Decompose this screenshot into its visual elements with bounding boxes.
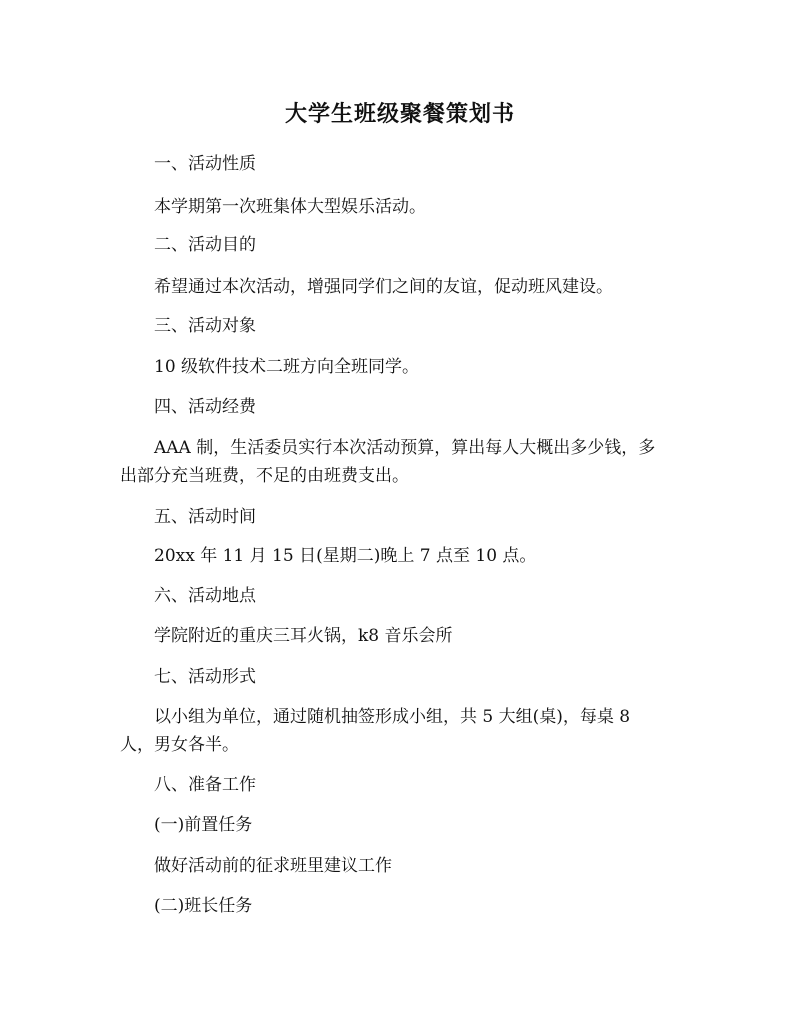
paragraph-time: 20xx 年 11 月 15 日(星期二)晚上 7 点至 10 点。 [154,546,537,566]
paragraph-format-line-2: 人，男女各半。 [120,735,239,755]
paragraph-purpose: 希望通过本次活动，增强同学们之间的友谊，促动班风建设。 [154,277,613,297]
section-heading-budget: 四、活动经费 [154,397,256,417]
section-heading-time: 五、活动时间 [154,507,256,527]
section-heading-purpose: 二、活动目的 [154,235,256,255]
section-heading-audience: 三、活动对象 [154,316,256,336]
document-title: 大学生班级聚餐策划书 [284,102,515,127]
section-heading-location: 六、活动地点 [154,586,256,606]
paragraph-budget-line-2: 出部分充当班费，不足的由班费支出。 [120,466,409,486]
section-heading-preparation: 八、准备工作 [154,775,256,795]
paragraph-audience: 10 级软件技术二班方向全班同学。 [154,357,420,377]
paragraph-format-line-1: 以小组为单位，通过随机抽签形成小组，共 5 大组(桌)，每桌 8 [154,707,631,727]
paragraph-location: 学院附近的重庆三耳火锅，k8 音乐会所 [154,626,453,646]
section-heading-nature: 一、活动性质 [154,154,256,174]
section-heading-format: 七、活动形式 [154,667,256,687]
paragraph-nature: 本学期第一次班集体大型娱乐活动。 [154,197,426,217]
subsection-heading-monitor-task: (二)班长任务 [154,896,253,916]
subsection-heading-pre-task: (一)前置任务 [154,815,253,835]
paragraph-pre-task: 做好活动前的征求班里建议工作 [154,856,392,876]
paragraph-budget-line-1: AAA 制，生活委员实行本次活动预算，算出每人大概出多少钱，多 [154,438,656,458]
